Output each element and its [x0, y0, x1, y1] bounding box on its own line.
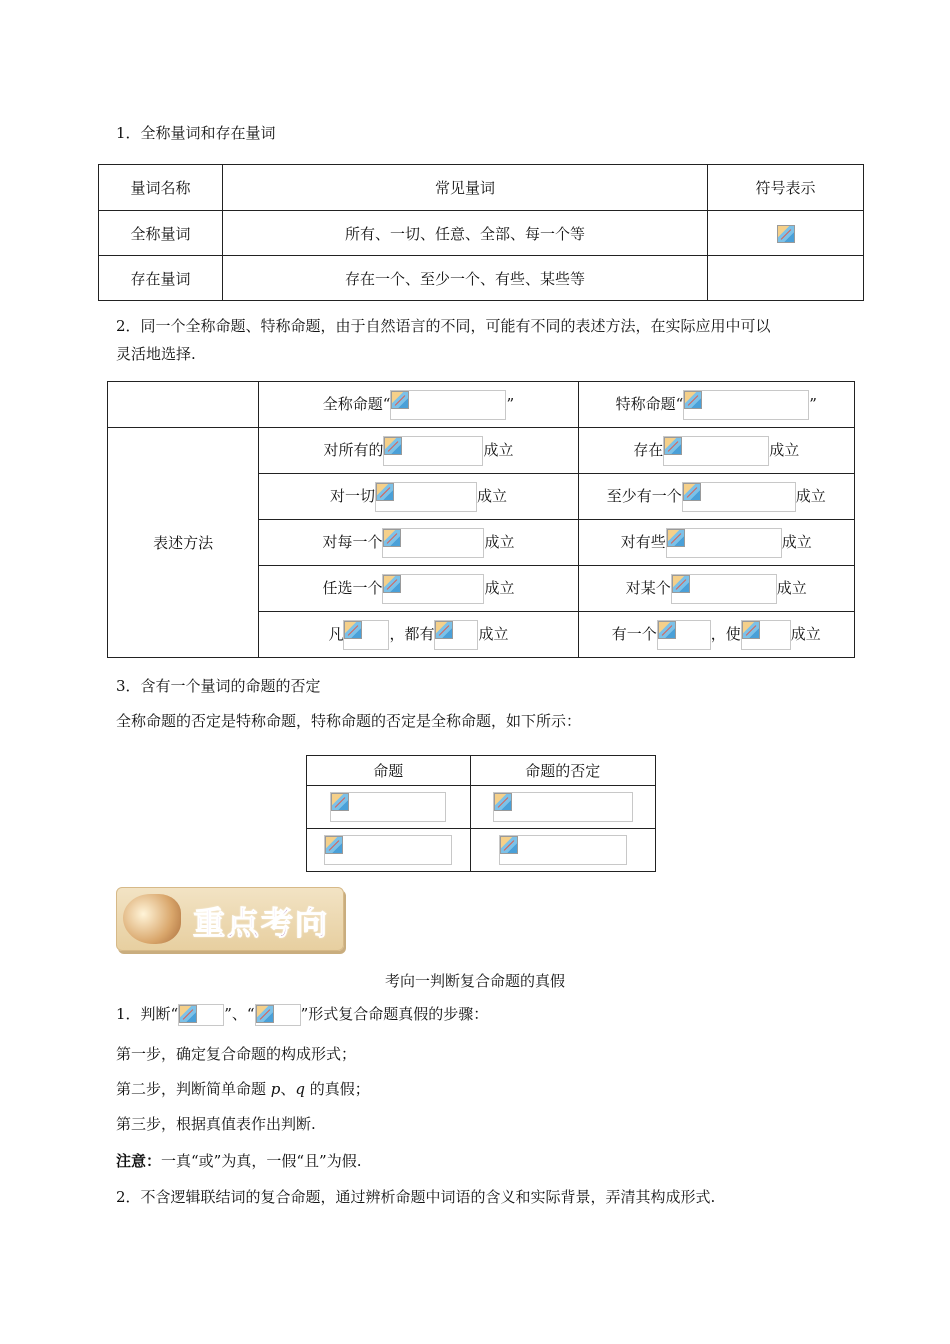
- formula-image: [383, 529, 401, 547]
- direction1-item1: [116, 1003, 488, 1026]
- universal-phrase-pre: 对每一个: [322, 532, 383, 551]
- formula-image-box: [683, 390, 809, 420]
- direction1-title: 考向一判断复合命题的真假: [384, 972, 565, 990]
- negation-table: [306, 755, 656, 872]
- existential-phrase-post: 成立: [769, 440, 800, 459]
- direction1-item2: 2．不含逻辑联结词的复合命题，通过辨析命题中词语的含义和实际背景，弄清其构成形式.: [116, 1188, 716, 1206]
- table-cell: [578, 520, 854, 566]
- universal-symbol-image: [777, 225, 795, 243]
- table-cell: [259, 428, 578, 474]
- existential-phrase-pre: 存在: [633, 440, 664, 459]
- var-p: p: [270, 1080, 281, 1098]
- universal-phrase-mid: ，都有: [389, 624, 435, 643]
- table-header: 命题: [307, 756, 471, 786]
- formula-image-box: [434, 620, 478, 650]
- table-header: [259, 382, 578, 428]
- table-cell: [259, 566, 578, 612]
- formula-image-box: [343, 620, 389, 650]
- universal-phrase-post: 成立: [483, 440, 514, 459]
- key-direction-banner: [116, 887, 344, 951]
- section1-heading: 1．全称量词和存在量词: [116, 124, 276, 142]
- table-header: 常见量词: [223, 165, 708, 211]
- universal-phrase-post: 成立: [484, 532, 515, 551]
- quantifier-table: [98, 164, 864, 301]
- section3-heading: 3．含有一个量词的命题的否定: [116, 677, 321, 695]
- formula-image-box: [330, 792, 446, 822]
- formula-image: [391, 391, 409, 409]
- formula-image: [664, 437, 682, 455]
- formula-image-box: [741, 620, 791, 650]
- note-text: 一真“或”为真，一假“且”为假.: [161, 1152, 362, 1170]
- formula-image-box: [383, 436, 483, 466]
- table-cell: 存在量词: [99, 256, 223, 301]
- table-header: 符号表示: [708, 165, 864, 211]
- formula-image: [435, 621, 453, 639]
- formula-image-box: [375, 482, 477, 512]
- formula-image: [256, 1005, 274, 1023]
- existential-phrase-post: 成立: [776, 578, 807, 597]
- section3-para: 全称命题的否定是特称命题，特称命题的否定是全称命题，如下所示：: [116, 712, 582, 730]
- existential-phrase-post: 成立: [795, 486, 826, 505]
- table-header: 命题的否定: [470, 756, 655, 786]
- universal-phrase-pre: 对一切: [329, 486, 375, 505]
- quote-close: ”: [809, 394, 817, 413]
- formula-image-box: [382, 528, 484, 558]
- existential-phrase-pre: 对某个: [625, 578, 671, 597]
- table-cell: [470, 786, 655, 829]
- formula-image: [344, 621, 362, 639]
- formula-image: [672, 575, 690, 593]
- universal-phrase-post: 成立: [476, 486, 507, 505]
- quote-close: ”: [506, 394, 515, 413]
- formula-image: [500, 836, 518, 854]
- table-header: [578, 382, 854, 428]
- conch-shell-icon: [123, 894, 181, 944]
- formula-image: [331, 793, 349, 811]
- formula-image-box: [666, 528, 782, 558]
- formula-image-box: [657, 620, 711, 650]
- formula-image: [179, 1005, 197, 1023]
- table-cell: [708, 256, 864, 301]
- note-label: 注意：: [116, 1152, 162, 1170]
- step2-post: 的真假；: [305, 1080, 370, 1098]
- universal-phrase-post: 成立: [478, 624, 509, 643]
- existential-phrase-pre: 至少有一个: [606, 486, 682, 505]
- note: [116, 1150, 361, 1171]
- formula-image-box: [499, 835, 627, 865]
- formula-image-box: [493, 792, 633, 822]
- var-q: q: [295, 1080, 306, 1098]
- table-cell: [259, 474, 578, 520]
- step1: 第一步，确定复合命题的构成形式；: [116, 1045, 357, 1063]
- formula-image: [658, 621, 676, 639]
- table-cell: [259, 520, 578, 566]
- formula-image: [683, 483, 701, 501]
- expression-table: [107, 381, 855, 658]
- formula-image-box: [178, 1004, 224, 1026]
- table-cell-empty: [108, 382, 259, 428]
- item1-mid: ”、“: [224, 1005, 255, 1023]
- step3: 第三步，根据真值表作出判断.: [116, 1115, 316, 1133]
- formula-image: [684, 391, 702, 409]
- table-cell: [307, 786, 471, 829]
- table-cell: 存在一个、至少一个、有些、某些等: [223, 256, 708, 301]
- table-cell: [307, 829, 471, 872]
- formula-image: [494, 793, 512, 811]
- table-cell: 所有、一切、任意、全部、每一个等: [223, 211, 708, 256]
- step2: [116, 1078, 370, 1099]
- existential-phrase-post: 成立: [790, 624, 821, 643]
- table-cell: [470, 829, 655, 872]
- item1-pre: 1．判断“: [116, 1005, 179, 1023]
- row-label-cell: 表述方法: [108, 428, 259, 658]
- table-cell: [578, 474, 854, 520]
- formula-image: [376, 483, 394, 501]
- formula-image-box: [324, 835, 452, 865]
- table-header: 量词名称: [99, 165, 223, 211]
- formula-image-box: [255, 1004, 301, 1026]
- section2-para-line1: 2．同一个全称命题、特称命题，由于自然语言的不同，可能有不同的表述方法，在实际应用中可以: [116, 317, 771, 335]
- universal-phrase-pre: 凡: [328, 624, 344, 643]
- step2-pre: 第二步，判断简单命题: [116, 1080, 271, 1098]
- step2-sep: 、: [280, 1080, 296, 1098]
- universal-header-label: 全称命题“: [322, 394, 391, 413]
- formula-image: [667, 529, 685, 547]
- table-cell: 全称量词: [99, 211, 223, 256]
- table-cell: [708, 211, 864, 256]
- table-cell: [259, 612, 578, 658]
- formula-image-box: [682, 482, 796, 512]
- section2-para-line2: 灵活地选择.: [116, 345, 196, 363]
- existential-phrase-mid: ，使: [710, 624, 741, 643]
- formula-image: [742, 621, 760, 639]
- universal-phrase-pre: 任选一个: [322, 578, 383, 597]
- formula-image-box: [663, 436, 769, 466]
- table-cell: [578, 612, 854, 658]
- formula-image: [383, 575, 401, 593]
- item1-post: ”形式复合命题真假的步骤：: [300, 1005, 489, 1023]
- formula-image: [325, 836, 343, 854]
- existential-header-label: 特称命题“: [615, 394, 684, 413]
- formula-image-box: [671, 574, 777, 604]
- banner-title: 重点考向: [193, 904, 330, 942]
- table-cell: [578, 566, 854, 612]
- existential-phrase-post: 成立: [781, 532, 812, 551]
- formula-image: [384, 437, 402, 455]
- universal-phrase-post: 成立: [484, 578, 515, 597]
- existential-phrase-pre: 有一个: [611, 624, 657, 643]
- table-cell: [578, 428, 854, 474]
- formula-image-box: [390, 390, 506, 420]
- formula-image-box: [382, 574, 484, 604]
- universal-phrase-pre: 对所有的: [323, 440, 384, 459]
- existential-phrase-pre: 对有些: [620, 532, 666, 551]
